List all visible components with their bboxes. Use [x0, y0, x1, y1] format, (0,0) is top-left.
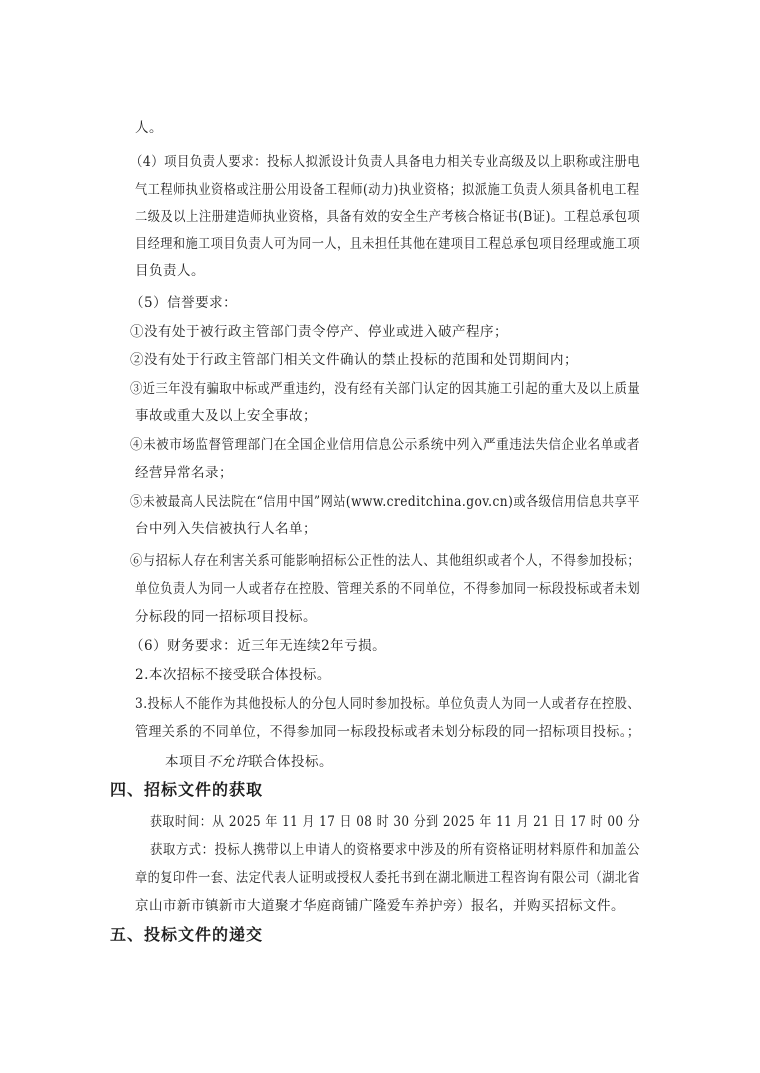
consortium-line — [165, 750, 333, 770]
text-line: 京山市新市镇新市大道聚才华庭商铺广隆爱车养护旁）报名，并购买招标文件。 — [135, 898, 625, 914]
text-line: 分标段的同一招标项目投标。 — [135, 609, 317, 625]
text-line: ④未被市场监督管理部门在全国企业信用信息公示系统中列入严重违法失信企业名单或者 — [130, 437, 640, 453]
text-line: 台中列入失信被执行人名单； — [135, 521, 317, 537]
text-line: 气工程师执业资格或注册公用设备工程师(动力)执业资格；拟派施工负责人须具备机电工程 — [135, 182, 640, 198]
text-line: （4）项目负责人要求：投标人拟派设计负责人具备电力相关专业高级及以上职称或注册电 — [130, 154, 641, 170]
text-line: 获取方式：投标人携带以上申请人的资格要求中涉及的所有资格证明材料原件和加盖公 — [150, 842, 640, 858]
text-line: 获取时间：从 2025 年 11 月 17 日 08 时 30 分到 2025 年 11 月 21 日 17 时 00 分 — [150, 814, 641, 830]
text-line: （6）财务要求：近三年无连续2年亏损。 — [130, 638, 387, 654]
text-line: 章的复印件一套、法定代表人证明或授权人委托书到在湖北顺进工程咨询有限公司（湖北省 — [135, 870, 641, 886]
text-line: ②没有处于行政主管部门相关文件确认的禁止投标的范围和处罚期间内； — [130, 352, 578, 368]
text-line: ③近三年没有骗取中标或严重违约，没有经有关部门认定的因其施工引起的重大及以上质量 — [130, 381, 641, 397]
text-line: 人。 — [135, 120, 163, 136]
text-line: 事故或重大及以上安全事故； — [135, 408, 317, 424]
section-heading-4: 四、招标文件的获取 — [110, 780, 264, 799]
text-line: ⑥与招标人存在利害关系可能影响招标公正性的法人、其他组织或者个人，不得参加投标； — [130, 553, 641, 569]
consortium-prefix: 本项目 — [165, 754, 207, 770]
text-line: 经营异常名录； — [135, 465, 233, 481]
text-line: 二级及以上注册建造师执业资格，具备有效的安全生产考核合格证书(B证)。工程总承包项 — [135, 209, 641, 225]
text-line: 目负责人。 — [135, 263, 205, 279]
text-line: （5）信誉要求： — [130, 295, 238, 311]
text-line: ①没有处于被行政主管部门责令停产、停业或进入破产程序； — [130, 324, 508, 340]
text-line: ⑤未被最高人民法院在“信用中国”网站(www.creditchina.gov.cn)或各级信用信息共享平 — [130, 494, 640, 510]
consortium-suffix: 联合体投标。 — [249, 754, 333, 770]
text-line: 目经理和施工项目负责人可为同一人，且未担任其他在建项目工程总承包项目经理或施工项 — [135, 236, 641, 252]
text-line: 3.投标人不能作为其他投标人的分包人同时参加投标。单位负责人为同一人或者存在控股、 — [135, 696, 641, 712]
section-heading-5: 五、投标文件的递交 — [110, 925, 264, 944]
text-line: 管理关系的不同单位，不得参加同一标段投标或者未划分标段的同一招标项目投标。； — [135, 724, 641, 740]
consortium-emphasis: 不允许 — [207, 754, 249, 770]
text-line: 单位负责人为同一人或者存在控股、管理关系的不同单位，不得参加同一标段投标或者未划 — [135, 581, 641, 597]
text-line: 2.本次招标不接受联合体投标。 — [135, 667, 331, 683]
